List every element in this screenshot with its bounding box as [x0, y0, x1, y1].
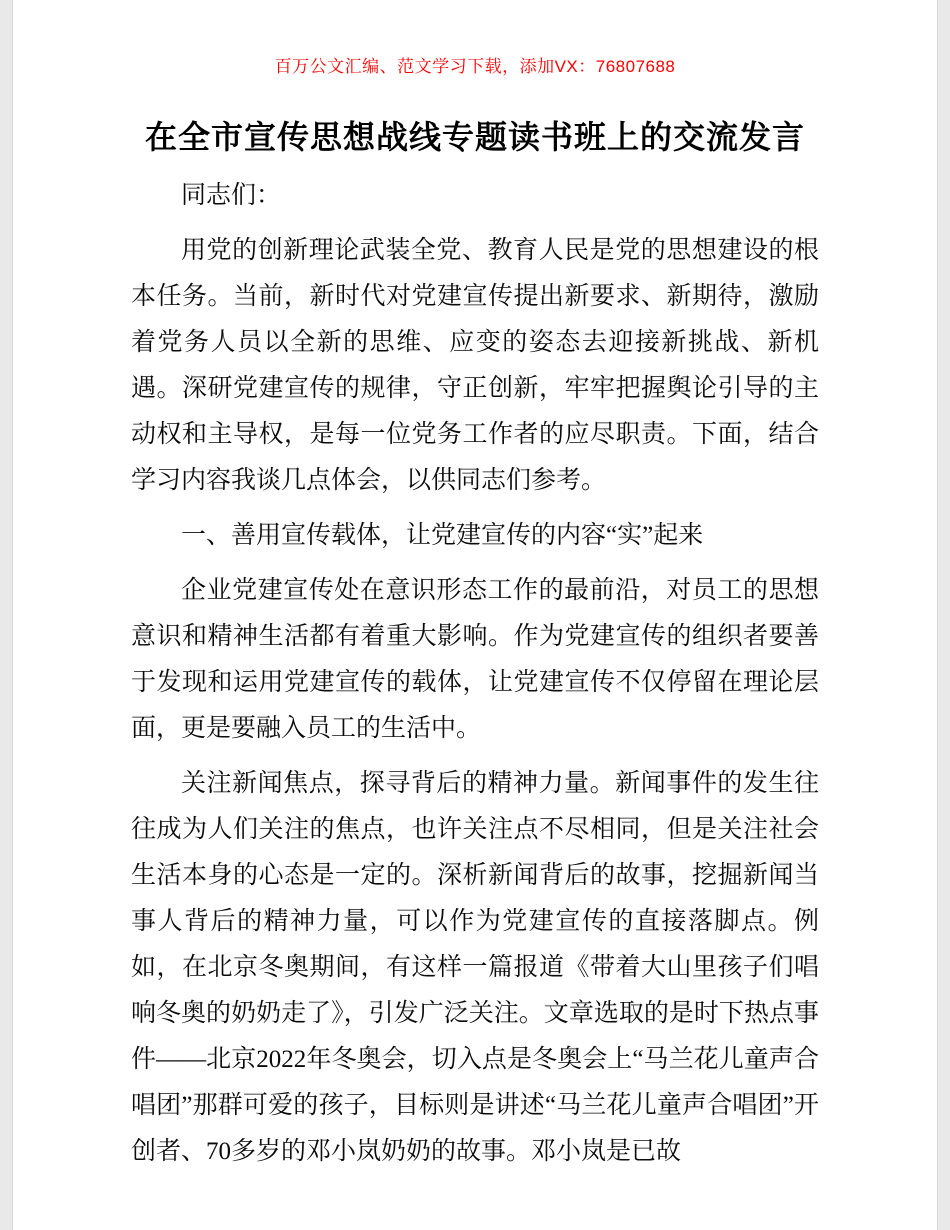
- left-page-gutter: [0, 0, 13, 1230]
- document-body: [131, 173, 819, 1175]
- paragraph-body-2: 关注新闻焦点，探寻背后的精神力量。新闻事件的发生往往成为人们关注的焦点，也许关注点不尽相同，但是关注社会生活本身的心态是一定的。深析新闻背后的故事，挖掘新闻当事人背后的精神力量，可以作为党建宣传的直接落脚点。例如，在北京冬奥期间，有这样一篇报道《带着大山里孩子们唱响冬奥的奶奶走了》，引发广泛关注。文章选取的是时下热点事件——北京2022年冬奥会，切入点是冬奥会上“马兰花儿童声合唱团”那群可爱的孩子，目标则是讲述“马兰花儿童声合唱团”开创者、70多岁的邓小岚奶奶的故事。邓小岚是已故: [131, 770, 819, 1165]
- paragraph-intro: 用党的创新理论武装全党、教育人民是党的思想建设的根本任务。当前，新时代对党建宣传提出新要求、新期待，激励着党务人员以全新的思维、应变的姿态去迎接新挑战、新机遇。深研党建宣传的规律，守正创新，牢牢把握舆论引导的主动权和主导权，是每一位党务工作者的应尽职责。下面，结合学习内容我谈几点体会，以供同志们参考。: [131, 237, 819, 494]
- paragraph-body-1: 企业党建宣传处在意识形态工作的最前沿，对员工的思想意识和精神生活都有着重大影响。作为党建宣传的组织者要善于发现和运用党建宣传的载体，让党建宣传不仅停留在理论层面，更是要融入员工的生活中。: [131, 577, 819, 742]
- header-notice: 百万公文汇编、范文学习下载，添加VX：76807688: [274, 57, 676, 76]
- paragraph-salutation: 同志们：: [181, 182, 282, 209]
- right-page-gutter: [937, 0, 950, 1230]
- document-title: 在全市宣传思想战线专题读书班上的交流发言: [144, 119, 805, 155]
- section-heading-1: 一、善用宣传载体，让党建宣传的内容“实”起来: [181, 522, 704, 549]
